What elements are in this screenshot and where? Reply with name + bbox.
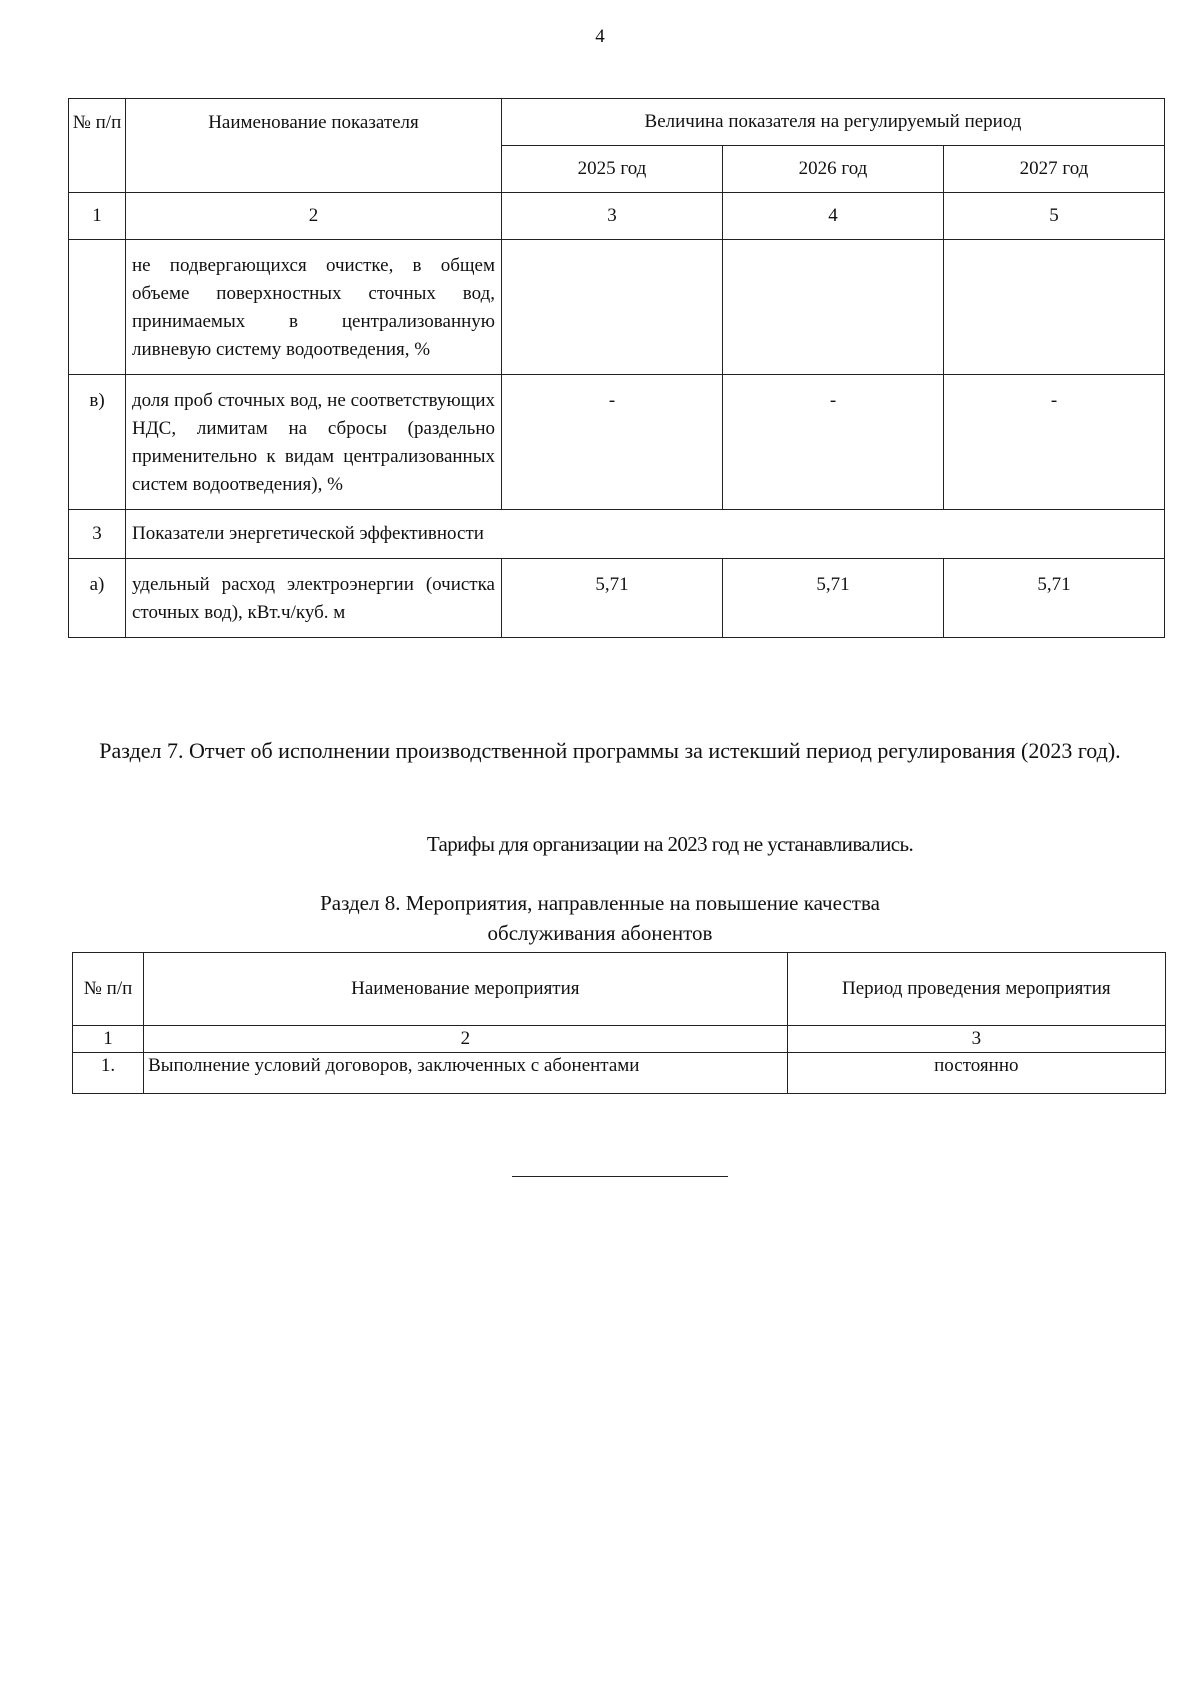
col-number: 4 — [723, 193, 944, 240]
row-value — [944, 240, 1165, 375]
table-row — [69, 559, 1165, 638]
row-name: удельный расход электроэнергии (очистка сточных вод), кВт.ч/куб. м — [126, 559, 502, 638]
row-value: 5,71 — [723, 559, 944, 638]
row-value: 5,71 — [502, 559, 723, 638]
col-number: 2 — [144, 1026, 788, 1053]
header-year-2026: 2026 год — [723, 146, 944, 193]
section-row — [69, 510, 1165, 559]
col-number: 1 — [69, 193, 126, 240]
row-value — [723, 240, 944, 375]
row-value: - — [723, 375, 944, 510]
indicators-table — [68, 98, 1165, 638]
row-value: - — [502, 375, 723, 510]
row-num: а) — [69, 559, 126, 638]
col-number: 2 — [126, 193, 502, 240]
section7-title: Раздел 7. Отчет об исполнении производственной программы за истекший период регулирования (2023 год). — [99, 738, 1121, 763]
section8-title-line2: обслуживания абонентов — [487, 921, 713, 945]
col-number: 1 — [73, 1026, 144, 1053]
activities-table — [72, 952, 1166, 1094]
col-number: 3 — [502, 193, 723, 240]
header-year-2025: 2025 год — [502, 146, 723, 193]
col-number: 5 — [944, 193, 1165, 240]
section-title: Показатели энергетической эффективности — [126, 510, 1165, 559]
row-period: постоянно — [787, 1053, 1165, 1094]
header-period: Величина показателя на регулируемый период — [502, 99, 1165, 146]
header-period: Период проведения мероприятия — [787, 953, 1165, 1026]
row-num: 1. — [73, 1053, 144, 1094]
header-num: № п/п — [69, 99, 126, 193]
section-num: 3 — [69, 510, 126, 559]
end-rule — [512, 1176, 728, 1177]
row-num: в) — [69, 375, 126, 510]
section8-title — [200, 888, 1000, 948]
col-number: 3 — [787, 1026, 1165, 1053]
row-name: не подвергающихся очистке, в общем объеме поверхностных сточных вод, принимаемых в централизованную ливневую систему водоотведения, % — [126, 240, 502, 375]
page-number: 4 — [595, 26, 605, 47]
table-row — [69, 240, 1165, 375]
header-name: Наименование показателя — [126, 99, 502, 193]
section7-note: Тарифы для организации на 2023 год не устанавливались. — [426, 832, 914, 856]
table-row — [69, 375, 1165, 510]
row-value — [502, 240, 723, 375]
row-value: - — [944, 375, 1165, 510]
table-row — [73, 1053, 1166, 1094]
row-num — [69, 240, 126, 375]
section8-title-line1: Раздел 8. Мероприятия, направленные на повышение качества — [320, 891, 880, 915]
row-activity: Выполнение условий договоров, заключенных с абонентами — [144, 1053, 788, 1094]
row-name: доля проб сточных вод, не соответствующих НДС, лимитам на сбросы (раздельно применительно к видам централизованных систем водоотведения), % — [126, 375, 502, 510]
header-activity: Наименование мероприятия — [144, 953, 788, 1026]
row-value: 5,71 — [944, 559, 1165, 638]
header-num: № п/п — [73, 953, 144, 1026]
header-year-2027: 2027 год — [944, 146, 1165, 193]
